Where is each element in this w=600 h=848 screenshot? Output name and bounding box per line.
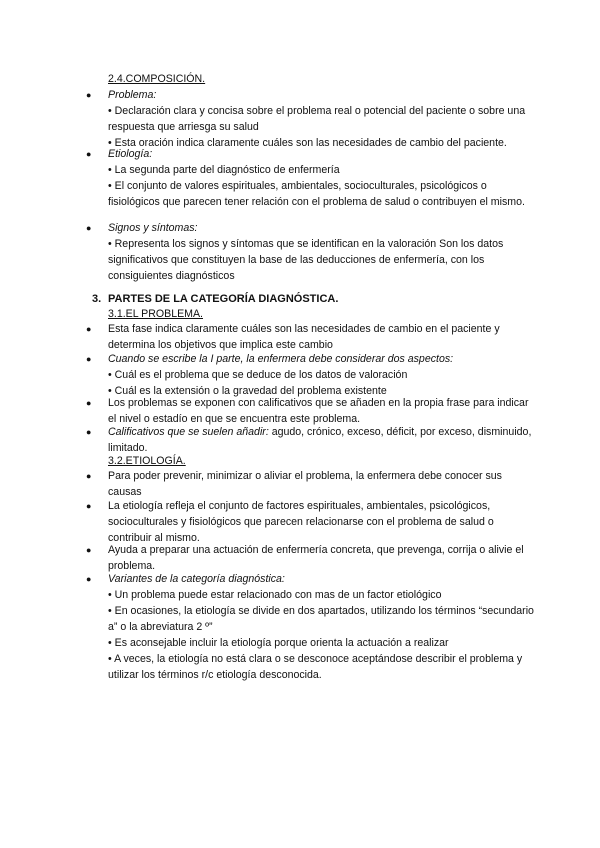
list-item-variantes [108,571,538,683]
item-text: Para poder prevenir, minimizar o aliviar el problema, la enfermera debe conocer sus causas [108,470,502,498]
item-line: • Esta oración indica claramente cuáles son las necesidades de cambio del paciente. [108,137,507,149]
bullet-icon: ● [86,223,92,233]
item-text: Esta fase indica claramente cuáles son las necesidades de cambio en el paciente y determina los objetivos que implica este cambio [108,323,500,351]
item-text: Los problemas se exponen con calificativos que se añaden en la propia frase para indicar el nivel o estadío en que se encuentra este problema. [108,397,529,425]
list-item [108,351,538,399]
list-item-problema [108,87,538,151]
bullet-icon: ● [86,149,92,159]
section-number: 3. [92,293,102,305]
list-item [108,468,538,500]
subheading-etiologia: 3.2.ETIOLOGÍA. [108,455,186,467]
item-label: Cuando se escribe la I parte, la enfermera debe considerar dos aspectos: [108,353,454,365]
subheading-problema: 3.1.EL PROBLEMA. [108,308,203,320]
item-line: • Cuál es el problema que se deduce de los datos de valoración [108,369,408,381]
list-item [108,424,538,456]
bullet-icon: ● [86,471,92,481]
item-label: Etiología: [108,148,153,160]
item-line: • Cuál es la extensión o la gravedad del problema existente [108,385,387,397]
bullet-icon: ● [86,574,92,584]
bullet-icon: ● [86,398,92,408]
item-line: • Es aconsejable incluir la etiología porque orienta la actuación a realizar [108,637,449,649]
list-item-signos [108,220,538,284]
item-label: Variantes de la categoría diagnóstica: [108,573,285,585]
section-title: PARTES DE LA CATEGORÍA DIAGNÓSTICA. [108,293,339,305]
list-item-etiologia [108,146,538,210]
item-line: • Un problema puede estar relacionado con mas de un factor etiológico [108,589,442,601]
list-item [108,395,538,427]
list-item [108,321,538,353]
subheading-composicion: 2.4.COMPOSICIÓN. [108,73,206,85]
bullet-icon: ● [86,324,92,334]
item-line: • En ocasiones, la etiología se divide en dos apartados, utilizando los términos “secundario a” o la abreviatura 2 º” [108,605,534,633]
bullet-icon: ● [86,501,92,511]
item-label: Signos y síntomas: [108,222,198,234]
item-label: Problema: [108,89,157,101]
bullet-icon: ● [86,90,92,100]
item-line: • La segunda parte del diagnóstico de enfermería [108,164,340,176]
item-line: • El conjunto de valores espirituales, ambientales, socioculturales, psicológicos o fisiológicos que parecen tener relación con el problema de salud o contribuyen el mismo. [108,180,525,208]
bullet-icon: ● [86,354,92,364]
bullet-icon: ● [86,545,92,555]
item-text: agudo, crónico, exceso, déficit, por exceso, disminuido, limitado. [108,426,532,454]
list-item [108,498,538,546]
item-line: • Declaración clara y concisa sobre el problema real o potencial del paciente o sobre una respuesta que arriesga su salud [108,105,526,133]
list-item [108,542,538,574]
bullet-icon: ● [86,427,92,437]
section-heading [92,291,338,307]
item-text: La etiología refleja el conjunto de factores espirituales, ambientales, psicológicos, socioculturales y fisiológicos que parecen relacionarse con el problema de salud o contribuir al mismo. [108,500,494,544]
item-text: Ayuda a preparar una actuación de enfermería concreta, que prevenga, corrija o alivie el problema. [108,544,524,572]
item-line: • Representa los signos y síntomas que se identifican en la valoración Son los datos significativos que constituyen la base de las deducciones de enfermería, con los consiguientes diagnósticos [108,238,504,282]
item-label: Calificativos que se suelen añadir: [108,426,269,438]
item-line: • A veces, la etiología no está clara o se desconoce aceptándose describir el problema y utilizar los términos r/c etiología desconocida. [108,653,523,681]
